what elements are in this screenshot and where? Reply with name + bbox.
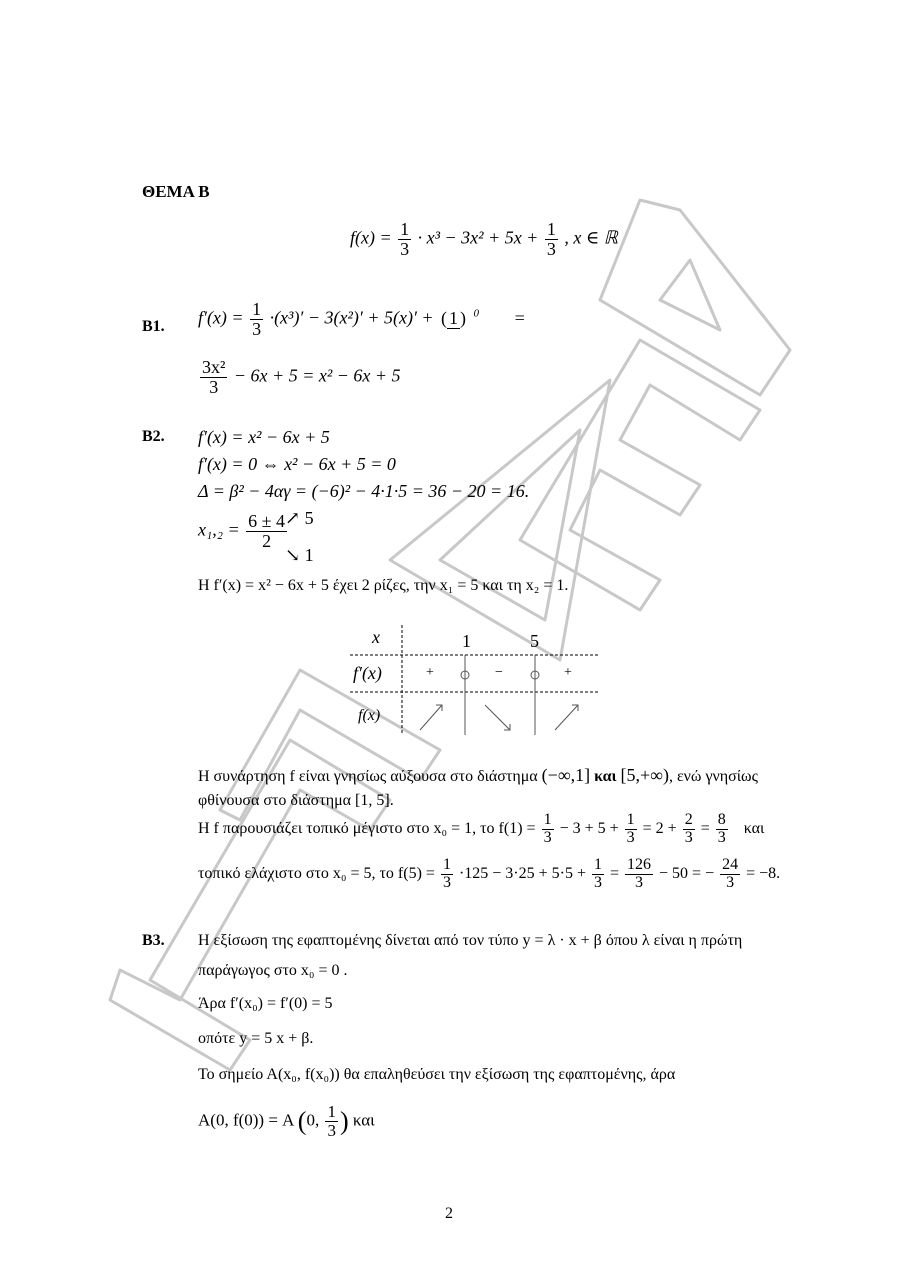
- b3-line5: Το σημείο Α(x₀, f(x₀)) θα επαληθεύσει την εξίσωση της εφαπτομένης, άρα: [198, 1066, 676, 1083]
- table-row-f: f(x): [358, 707, 381, 724]
- monotonic-line2: φθίνουσα στο διάστημα [1, 5].: [198, 792, 394, 809]
- b1-label: B1.: [142, 318, 165, 335]
- table-row-x: x: [372, 627, 380, 647]
- root-up-arrow: ↗ 5: [285, 508, 314, 528]
- b2-label: B2.: [142, 428, 165, 445]
- root-down-arrow: ↘ 1: [285, 545, 314, 565]
- table-x-value-1: 1: [462, 631, 471, 651]
- b3-line4: οπότε y = 5 x + β.: [198, 1030, 314, 1047]
- sign-minus: −: [495, 665, 503, 680]
- table-x-value-5: 5: [530, 631, 539, 651]
- b3-label: B3.: [142, 932, 165, 949]
- local-min-line: τοπικό ελάχιστο στο x₀ = 5, το f(5) = $\frac{1}{3}$ ·125 − 3·25 + 5·5 + $\frac{1}{3}$ = $\frac{126}{3}$ − 50 = − $\frac{24}{3}$ = −8.: [198, 856, 781, 891]
- function-definition: f(x) = $\frac{1}{3}$ · x³ − 3x² + 5x + $\frac{1}{3}$ , x ∈ ℝ: [350, 219, 618, 259]
- monotonic-line1: Η συνάρτηση f είναι γνησίως αύξουσα στο διάστημα (−∞,1] και [5,+∞), ενώ γνησίως: [198, 765, 758, 785]
- b3-line6: Α(0, f(0)) = Α (0, $\frac{1}{3}$ ) και: [198, 1102, 375, 1140]
- b2-roots-text: Η f′(x) = x² − 6x + 5 έχει 2 ρίζες, την x₁ = 5 και τη x₂ = 1.: [198, 577, 569, 594]
- local-max-line: Η f παρουσιάζει τοπικό μέγιστο στο x₀ = 1, το f(1) = $\frac{1}{3}$ − 3 + 5 + $\frac{1}{3}$ = 2 + $\frac{2}{3}$ = $\frac{8}{3}$ και: [198, 811, 765, 846]
- b2-line2: f′(x) = 0 ⇔ x² − 6x + 5 = 0: [198, 454, 396, 474]
- table-row-fprime: f′(x): [353, 663, 382, 683]
- b2-roots-formula: x₁,₂ = $\frac{6 \pm 4}{2}$: [198, 511, 286, 551]
- b2-line1: f′(x) = x² − 6x + 5: [198, 427, 330, 447]
- b2-line3: Δ = β² − 4αγ = (−6)² − 4·1·5 = 36 − 20 = 16.: [198, 481, 530, 501]
- b1-derivative-line1: f′(x) = $\frac{1}{3}$ ·(x³)′ − 3(x²)′ + 5(x)′ + ( 1 ) $^0$ =: [198, 299, 526, 339]
- b1-derivative-line2: $\frac{\text{3x²}}{3}$ − 6x + 5 = x² − 6x + 5: [202, 357, 401, 397]
- section-heading: ΘΕΜΑ Β: [142, 182, 210, 201]
- sign-table: [350, 625, 610, 740]
- b3-line3: Άρα f′(x₀) = f′(0) = 5: [198, 995, 333, 1012]
- sign-plus-1: +: [426, 665, 434, 680]
- page-number: 2: [445, 1205, 453, 1222]
- b3-line1: Η εξίσωση της εφαπτομένης δίνεται από τον τύπο y = λ · x + β όπου λ είναι η πρώτη: [198, 932, 743, 949]
- b3-line2: παράγωγος στο x₀ = 0 .: [198, 962, 348, 979]
- sign-plus-2: +: [564, 665, 572, 680]
